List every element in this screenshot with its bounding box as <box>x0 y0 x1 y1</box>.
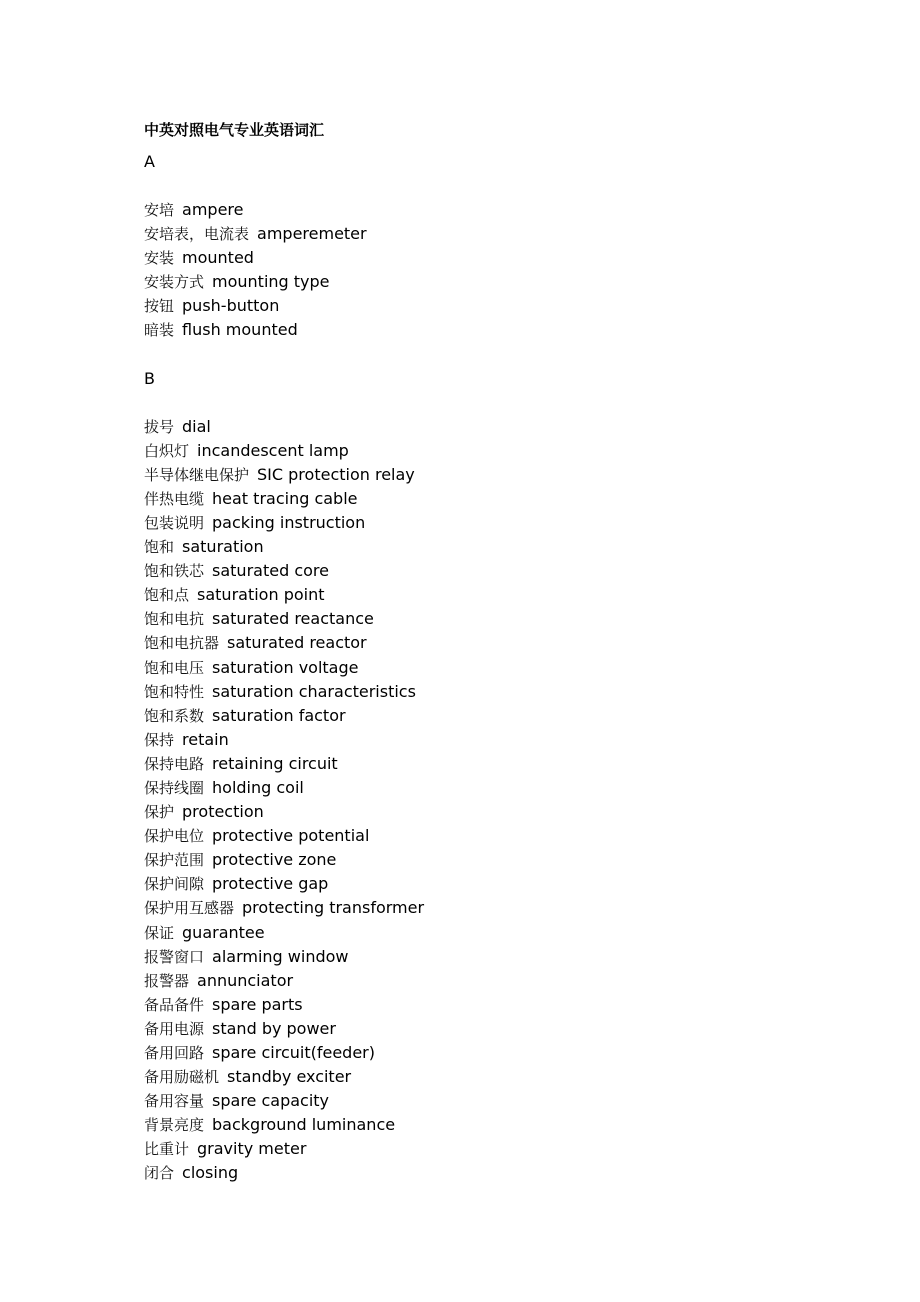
glossary-entry <box>144 704 844 728</box>
chinese-term: 饱和系数 <box>144 706 205 725</box>
chinese-term: 按钮 <box>144 297 175 316</box>
english-term: amperemeter <box>257 224 367 244</box>
glossary-entry <box>144 945 844 969</box>
document-title: 中英对照电气专业英语词汇 <box>144 121 325 139</box>
chinese-term: 保护用互感器 <box>144 899 235 918</box>
english-term: protective zone <box>212 850 337 870</box>
glossary-entry <box>144 318 844 342</box>
english-term: guarantee <box>182 922 265 942</box>
glossary-entry <box>144 487 844 511</box>
chinese-term: 安培 <box>144 201 175 219</box>
english-term: holding coil <box>212 777 304 797</box>
chinese-term: 保持 <box>144 730 175 749</box>
glossary-sections <box>144 150 844 1186</box>
chinese-term: 安装方式 <box>144 273 205 292</box>
chinese-term: 备用励磁机 <box>144 1068 220 1087</box>
glossary-entry <box>144 656 844 680</box>
english-term: flush mounted <box>182 320 298 340</box>
english-term: retain <box>182 729 229 749</box>
chinese-term: 比重计 <box>144 1140 190 1159</box>
chinese-term: 保护 <box>144 803 175 822</box>
english-term: retaining circuit <box>212 753 338 773</box>
entry-list <box>144 415 844 1186</box>
chinese-term: 饱和铁芯 <box>144 562 205 581</box>
glossary-entry <box>144 1161 844 1185</box>
english-term: heat tracing cable <box>212 488 358 508</box>
glossary-entry <box>144 535 844 559</box>
chinese-term: 包装说明 <box>144 513 205 532</box>
english-term: push-button <box>182 296 280 316</box>
glossary-entry <box>144 1041 844 1065</box>
glossary-entry <box>144 848 844 872</box>
glossary-entry <box>144 824 844 848</box>
chinese-term: 备用电源 <box>144 1019 205 1038</box>
chinese-term: 保证 <box>144 923 175 942</box>
glossary-section-a <box>144 150 844 343</box>
glossary-entry <box>144 631 844 655</box>
english-term: dial <box>182 416 211 436</box>
chinese-term: 报警器 <box>144 971 190 990</box>
chinese-term: 饱和电抗 <box>144 610 205 629</box>
chinese-term: 保持线圈 <box>144 778 205 797</box>
glossary-entry <box>144 776 844 800</box>
glossary-entry <box>144 752 844 776</box>
chinese-term: 饱和 <box>144 538 175 557</box>
chinese-term: 保护范围 <box>144 851 205 870</box>
glossary-entry <box>144 222 844 246</box>
english-term: ampere <box>182 200 244 219</box>
glossary-entry <box>144 896 844 920</box>
chinese-term: 保护间隙 <box>144 875 205 894</box>
glossary-entry <box>144 921 844 945</box>
glossary-entry <box>144 439 844 463</box>
glossary-entry <box>144 463 844 487</box>
english-term: stand by power <box>212 1018 336 1038</box>
english-term: spare capacity <box>212 1091 330 1111</box>
chinese-term: 白炽灯 <box>144 441 190 460</box>
chinese-term: 饱和电抗器 <box>144 634 220 653</box>
english-term: saturation characteristics <box>212 681 416 701</box>
english-term: spare parts <box>212 994 303 1014</box>
english-term: packing instruction <box>212 512 366 532</box>
chinese-term: 背景亮度 <box>144 1116 205 1135</box>
english-term: SIC protection relay <box>257 464 415 484</box>
glossary-entry <box>144 415 844 439</box>
english-term: mounting type <box>212 272 330 292</box>
english-term: mounted <box>182 248 254 268</box>
glossary-entry <box>144 680 844 704</box>
chinese-term: 拔号 <box>144 417 175 436</box>
english-term: saturated reactance <box>212 609 374 629</box>
glossary-entry <box>144 969 844 993</box>
chinese-term: 伴热电缆 <box>144 489 205 508</box>
glossary-entry <box>144 511 844 535</box>
glossary-entry <box>144 607 844 631</box>
document-page <box>144 118 844 1186</box>
entry-list <box>144 198 844 343</box>
chinese-term: 安装 <box>144 249 175 268</box>
english-term: saturation factor <box>212 705 346 725</box>
chinese-term: 保持电路 <box>144 754 205 773</box>
english-term: gravity meter <box>197 1139 307 1159</box>
english-term: alarming window <box>212 946 349 966</box>
chinese-term: 备品备件 <box>144 995 205 1014</box>
glossary-entry <box>144 294 844 318</box>
glossary-entry <box>144 246 844 270</box>
glossary-entry <box>144 1113 844 1137</box>
english-term: protective potential <box>212 826 370 846</box>
english-term: saturation voltage <box>212 657 359 677</box>
chinese-term: 备用容量 <box>144 1092 205 1111</box>
glossary-entry <box>144 198 844 222</box>
chinese-term: 半导体继电保护 <box>144 465 250 484</box>
english-term: protecting transformer <box>242 898 425 918</box>
glossary-entry <box>144 1065 844 1089</box>
english-term: spare circuit(feeder) <box>212 1043 375 1062</box>
english-term: protection <box>182 802 264 822</box>
english-term: standby exciter <box>227 1067 352 1087</box>
glossary-entry <box>144 270 844 294</box>
chinese-term: 闭合 <box>144 1164 175 1183</box>
glossary-entry <box>144 1089 844 1113</box>
english-term: protective gap <box>212 874 329 894</box>
chinese-term: 安培表，电流表 <box>144 225 250 244</box>
glossary-section-b <box>144 367 844 1186</box>
section-letter: A <box>144 152 155 171</box>
english-term: incandescent lamp <box>197 440 349 460</box>
glossary-entry <box>144 800 844 824</box>
glossary-entry <box>144 583 844 607</box>
english-term: saturated reactor <box>227 633 367 653</box>
english-term: background luminance <box>212 1115 396 1135</box>
chinese-term: 暗装 <box>144 321 175 340</box>
english-term: annunciator <box>197 970 294 990</box>
english-term: closing <box>182 1163 239 1183</box>
chinese-term: 备用回路 <box>144 1044 205 1062</box>
glossary-entry <box>144 1017 844 1041</box>
english-term: saturated core <box>212 561 329 581</box>
chinese-term: 报警窗口 <box>144 947 205 966</box>
glossary-entry <box>144 1137 844 1161</box>
glossary-entry <box>144 728 844 752</box>
chinese-term: 饱和点 <box>144 586 190 605</box>
glossary-entry <box>144 872 844 896</box>
glossary-entry <box>144 559 844 583</box>
glossary-entry <box>144 993 844 1017</box>
english-term: saturation <box>182 537 264 557</box>
english-term: saturation point <box>197 585 325 605</box>
chinese-term: 饱和电压 <box>144 658 205 677</box>
section-letter: B <box>144 368 155 388</box>
chinese-term: 饱和特性 <box>144 682 205 701</box>
chinese-term: 保护电位 <box>144 827 205 846</box>
